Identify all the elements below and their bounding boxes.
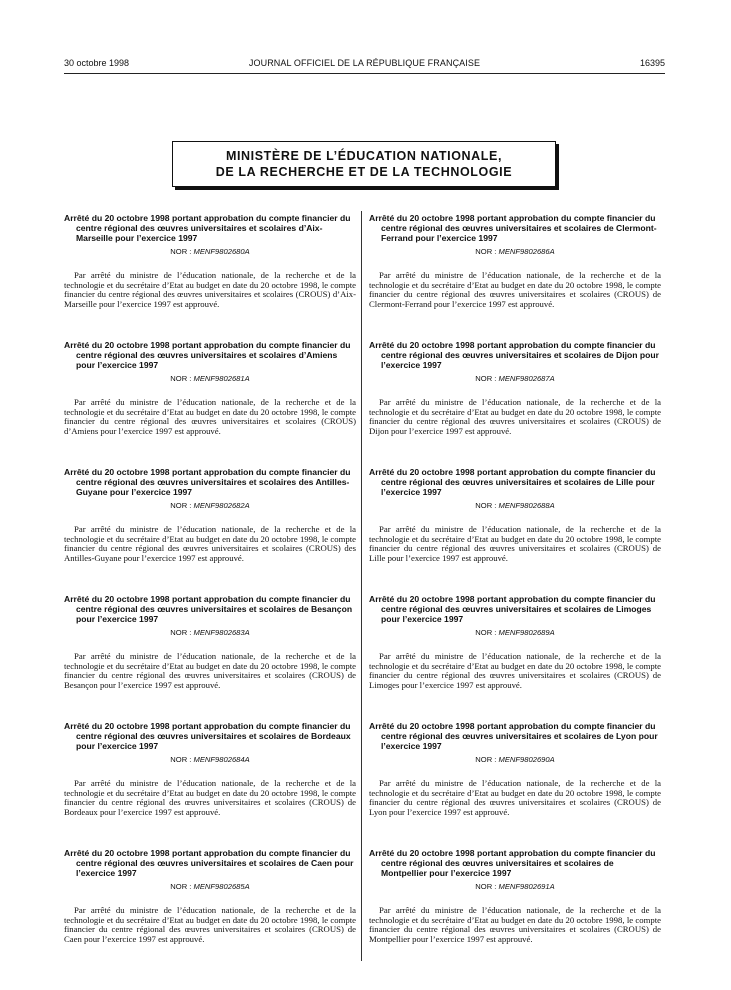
nor-code: MENF9802687A [498, 374, 555, 383]
nor-label: NOR : [475, 882, 497, 891]
decree-body: Par arrêté du ministre de l’éducation nationale, de la recherche et de la technologie et du secrétaire d’Etat au budget en date du 20 octobre 1998, le compte financier du centre régional des œuvres universitaires et scolaires (CROUS) de Bordeaux pour l’exercice 1997 est approuvé. [64, 778, 356, 817]
ministry-heading-box [172, 141, 556, 187]
nor-reference [369, 628, 661, 638]
header-rule [64, 73, 665, 74]
decree-title: Arrêté du 20 octobre 1998 portant approbation du compte financier du centre régional des œuvres universitaires et scolaires de Caen pour l’exercice 1997 [64, 848, 354, 878]
decree-entry [369, 467, 661, 594]
nor-code: MENF9802680A [193, 247, 250, 256]
decree-entry [64, 340, 356, 467]
issue-date: 30 octobre 1998 [64, 58, 130, 68]
decree-title: Arrêté du 20 octobre 1998 portant approbation du compte financier du centre régional des œuvres universitaires et scolaires d’Aix-Marseille pour l’exercice 1997 [64, 213, 351, 243]
decree-body: Par arrêté du ministre de l’éducation nationale, de la recherche et de la technologie et du secrétaire d’Etat au budget en date du 20 octobre 1998, le compte financier du centre régional des œuvres universitaires et scolaires (CROUS) de Besançon pour l’exercice 1997 est approuvé. [64, 651, 356, 690]
nor-label: NOR : [170, 374, 192, 383]
nor-label: NOR : [475, 628, 497, 637]
page-number: 16395 [639, 58, 665, 68]
nor-label: NOR : [170, 882, 192, 891]
decree-entry [369, 594, 661, 721]
nor-label: NOR : [475, 374, 497, 383]
nor-reference [64, 501, 356, 511]
nor-reference [64, 755, 356, 765]
decree-entry [64, 213, 356, 340]
nor-label: NOR : [475, 501, 497, 510]
decree-title: Arrêté du 20 octobre 1998 portant approbation du compte financier du centre régional des œuvres universitaires et scolaires de Montpellier pour l’exercice 1997 [369, 848, 656, 878]
nor-label: NOR : [475, 755, 497, 764]
column-separator [361, 211, 362, 961]
decree-title: Arrêté du 20 octobre 1998 portant approbation du compte financier du centre régional des œuvres universitaires et scolaires de Clermont-Ferrand pour l’exercice 1997 [369, 213, 657, 243]
journal-title: JOURNAL OFFICIEL DE LA RÉPUBLIQUE FRANÇAISE [248, 58, 481, 68]
nor-label: NOR : [475, 247, 497, 256]
decree-title: Arrêté du 20 octobre 1998 portant approbation du compte financier du centre régional des œuvres universitaires et scolaires d’Amiens pour l’exercice 1997 [64, 340, 351, 370]
nor-reference [369, 882, 661, 892]
nor-code: MENF9802688A [498, 501, 555, 510]
nor-label: NOR : [170, 628, 192, 637]
nor-label: NOR : [170, 755, 192, 764]
nor-reference [369, 374, 661, 384]
decree-body: Par arrêté du ministre de l’éducation nationale, de la recherche et de la technologie et du secrétaire d’Etat au budget en date du 20 octobre 1998, le compte financier du centre régional des œuvres universitaires et scolaires (CROUS) des Antilles-Guyane pour l’exercice 1997 est approuvé. [64, 524, 356, 563]
nor-code: MENF9802691A [498, 882, 555, 891]
decree-title: Arrêté du 20 octobre 1998 portant approbation du compte financier du centre régional des œuvres universitaires et scolaires des Antilles-Guyane pour l’exercice 1997 [64, 467, 351, 497]
left-column [64, 213, 356, 975]
nor-code: MENF9802686A [498, 247, 555, 256]
decree-body: Par arrêté du ministre de l’éducation nationale, de la recherche et de la technologie et du secrétaire d’Etat au budget en date du 20 octobre 1998, le compte financier du centre régional des œuvres universitaires et scolaires (CROUS) de Caen pour l’exercice 1997 est approuvé. [64, 905, 356, 944]
nor-reference [64, 374, 356, 384]
decree-body: Par arrêté du ministre de l’éducation nationale, de la recherche et de la technologie et du secrétaire d’Etat au budget en date du 20 octobre 1998, le compte financier du centre régional des œuvres universitaires et scolaires (CROUS) d’Aix-Marseille pour l’exercice 1997 est approuvé. [64, 270, 356, 309]
decree-body: Par arrêté du ministre de l’éducation nationale, de la recherche et de la technologie et du secrétaire d’Etat au budget en date du 20 octobre 1998, le compte financier du centre régional des œuvres universitaires et scolaires (CROUS) de Clermont-Ferrand pour l’exercice 1997 est approuvé. [369, 270, 661, 309]
decree-title: Arrêté du 20 octobre 1998 portant approbation du compte financier du centre régional des œuvres universitaires et scolaires de Lille pour l’exercice 1997 [369, 467, 656, 497]
right-column [369, 213, 661, 975]
decree-entry [64, 721, 356, 848]
ministry-heading-line1: MINISTÈRE DE L’ÉDUCATION NATIONALE, [225, 149, 503, 163]
nor-reference [369, 247, 661, 257]
decree-entry [369, 213, 661, 340]
decree-entry [369, 721, 661, 848]
decree-title: Arrêté du 20 octobre 1998 portant approbation du compte financier du centre régional des œuvres universitaires et scolaires de Dijon pour l’exercice 1997 [369, 340, 659, 370]
nor-code: MENF9802681A [193, 374, 250, 383]
decree-entry [64, 594, 356, 721]
nor-reference [369, 501, 661, 511]
decree-entry [369, 340, 661, 467]
nor-code: MENF9802683A [193, 628, 250, 637]
decree-body: Par arrêté du ministre de l’éducation nationale, de la recherche et de la technologie et du secrétaire d’Etat au budget en date du 20 octobre 1998, le compte financier du centre régional des œuvres universitaires et scolaires (CROUS) de Montpellier pour l’exercice 1997 est approuvé. [369, 905, 661, 944]
nor-label: NOR : [170, 247, 192, 256]
nor-reference [64, 882, 356, 892]
nor-code: MENF9802690A [498, 755, 555, 764]
decree-title: Arrêté du 20 octobre 1998 portant approbation du compte financier du centre régional des œuvres universitaires et scolaires de Bordeaux pour l’exercice 1997 [64, 721, 351, 751]
decree-body: Par arrêté du ministre de l’éducation nationale, de la recherche et de la technologie et du secrétaire d’Etat au budget en date du 20 octobre 1998, le compte financier du centre régional des œuvres universitaires et scolaires (CROUS) d’Amiens pour l’exercice 1997 est approuvé. [64, 397, 356, 436]
decree-title: Arrêté du 20 octobre 1998 portant approbation du compte financier du centre régional des œuvres universitaires et scolaires de Lyon pour l’exercice 1997 [369, 721, 658, 751]
decree-body: Par arrêté du ministre de l’éducation nationale, de la recherche et de la technologie et du secrétaire d’Etat au budget en date du 20 octobre 1998, le compte financier du centre régional des œuvres universitaires et scolaires (CROUS) de Lyon pour l’exercice 1997 est approuvé. [369, 778, 661, 817]
nor-reference [64, 247, 356, 257]
nor-code: MENF9802682A [193, 501, 250, 510]
decree-body: Par arrêté du ministre de l’éducation nationale, de la recherche et de la technologie et du secrétaire d’Etat au budget en date du 20 octobre 1998, le compte financier du centre régional des œuvres universitaires et scolaires (CROUS) de Lille pour l’exercice 1997 est approuvé. [369, 524, 661, 563]
decree-title: Arrêté du 20 octobre 1998 portant approbation du compte financier du centre régional des œuvres universitaires et scolaires de Besançon pour l’exercice 1997 [64, 594, 353, 624]
decree-title: Arrêté du 20 octobre 1998 portant approbation du compte financier du centre régional des œuvres universitaires et scolaires de Limoges pour l’exercice 1997 [369, 594, 656, 624]
ministry-heading-line2: DE LA RECHERCHE ET DE LA TECHNOLOGIE [215, 165, 513, 179]
decree-entry [369, 848, 661, 975]
decree-body: Par arrêté du ministre de l’éducation nationale, de la recherche et de la technologie et du secrétaire d’Etat au budget en date du 20 octobre 1998, le compte financier du centre régional des œuvres universitaires et scolaires (CROUS) de Dijon pour l’exercice 1997 est approuvé. [369, 397, 661, 436]
nor-code: MENF9802684A [193, 755, 250, 764]
decree-body: Par arrêté du ministre de l’éducation nationale, de la recherche et de la technologie et du secrétaire d’Etat au budget en date du 20 octobre 1998, le compte financier du centre régional des œuvres universitaires et scolaires (CROUS) de Limoges pour l’exercice 1997 est approuvé. [369, 651, 661, 690]
nor-label: NOR : [170, 501, 192, 510]
decree-entry [64, 848, 356, 975]
nor-code: MENF9802689A [498, 628, 555, 637]
decree-entry [64, 467, 356, 594]
page-header [64, 58, 665, 72]
nor-code: MENF9802685A [193, 882, 250, 891]
nor-reference [64, 628, 356, 638]
nor-reference [369, 755, 661, 765]
